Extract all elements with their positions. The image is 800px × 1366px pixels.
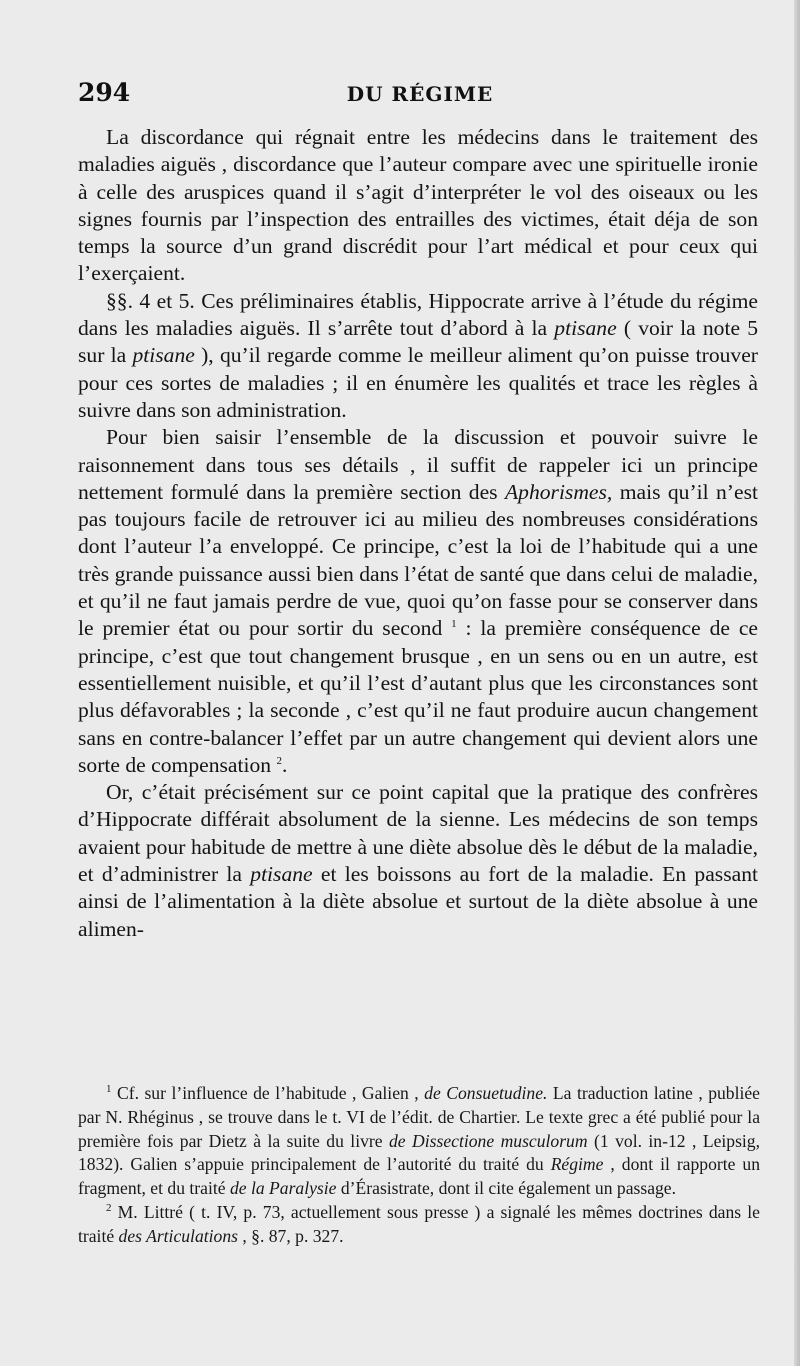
text-span: La traduction latine , publiée par N. Rhéginus , se trouve dans le t. VI de l’édit. de Chartier. Le texte grec a été publié pour la première fois par Dietz à la suite du livre: [78, 1083, 760, 1151]
text-span: Pour bien saisir l’ensemble de la discussion et pouvoir suivre le raisonnement dans tous ses détails , il suffit de rappeler ici un principe nettement formulé dans la première section des: [78, 425, 758, 504]
text-span: ( voir la note 5 sur la: [78, 316, 759, 368]
italic-span: de la Paralysie: [229, 1178, 337, 1199]
paragraph: [78, 288, 758, 424]
italic-span: des Articulations: [118, 1225, 238, 1246]
text-span: ), qu’il regarde comme le meilleur aliment qu’on puisse trouver pour ces sortes de maladies ; il en énumère les qualités et trace les règles à suivre dans son administration.: [78, 343, 758, 422]
text-span: M. Littré ( t. IV, p. 73, actuellement sous presse ) a signalé les mêmes doctrines dans le traité: [78, 1201, 760, 1246]
text-span: Cf. sur l’influence de l’habitude , Galien ,: [111, 1083, 425, 1103]
text-span: et les boissons au fort de la maladie. En passant ainsi de l’alimentation à la diète absolue et surtout de la diète absolue à une alimen-: [78, 862, 758, 941]
italic-span: ptisane: [250, 862, 313, 887]
text-span: Or, c’était précisément sur ce point capital que la pratique des confrères d’Hippocrate différait absolument de la sienne. Les médecins de son temps avaient pour habitude de mettre à une diète absolue dès le début de la maladie, et d’administrer la: [78, 780, 758, 887]
italic-span: Aphorismes,: [504, 479, 613, 504]
text-span: mais qu’il n’est pas toujours facile de retrouver ici au milieu des nombreuses considérations dont l’auteur l’a enveloppé. Ce principe, c’est la loi de l’habitude qui a une très grande puissance aussi bien dans l’état de santé que dans celui de maladie, et qu’il ne faut jamais perdre de vue, quoi qu’on fasse pour se conserver dans le premier état ou pour sortir du second: [78, 479, 758, 641]
italic-span: de Consuetudine.: [424, 1083, 548, 1103]
page-number: 294: [78, 78, 131, 107]
body-text: [78, 124, 758, 943]
text-span: : la première conséquence de ce principe, c’est que tout changement brusque , en un sens ou en un autre, est essentiellement nuisible, et qu’il l’est d’autant plus que les circonstances sont plus défavorables ; la seconde , c’est qu’il ne faut produire aucun changement sans en contre-balancer l’effet par un autre changement qui devient alors une sorte de compensation: [78, 616, 759, 777]
note-reference: 2: [106, 1202, 112, 1215]
note-reference: 2: [276, 754, 282, 767]
text-span: (1 vol. in-12 , Leipsig, 1832). Galien s’appuie principalement de l’autorité du traité du: [78, 1130, 760, 1175]
footnote: [78, 1082, 760, 1201]
text-span: , dont il rapporte un fragment, et du traité: [78, 1154, 761, 1199]
running-head: DU RÉGIME: [346, 82, 494, 106]
text-span: , §. 87, p. 327.: [237, 1225, 344, 1246]
text-span: La discordance qui régnait entre les médecins dans le traitement des maladies aiguës , discordance que l’auteur compare avec une spirituelle ironie à celle des aruspices quand il s’agit d’interpréter le vol des oiseaux ou les signes fournis par l’inspection des entrailles des victimes, était déja de son temps la source d’un grand discrédit pour l’art médical et pour ceux qui l’exerçaient.: [78, 125, 758, 286]
paragraph: [78, 424, 758, 779]
page-edge: [794, 0, 800, 1366]
italic-span: Régime: [550, 1154, 604, 1175]
paragraph: [78, 124, 758, 288]
text-span: §§. 4 et 5. Ces préliminaires établis, Hippocrate arrive à l’étude du régime dans les maladies aiguës. Il s’arrête tout d’abord à la: [78, 288, 758, 341]
footnotes: [78, 1082, 760, 1249]
paragraph: [78, 779, 758, 943]
page-header: [78, 78, 762, 112]
note-reference: 1: [106, 1083, 112, 1096]
text-span: .: [282, 752, 288, 777]
footnote: [78, 1201, 760, 1249]
italic-span: ptisane: [554, 316, 617, 341]
italic-span: ptisane: [132, 343, 195, 368]
note-reference: 1: [451, 618, 457, 631]
text-span: d’Érasistrate, dont il cite également un passage.: [336, 1178, 677, 1199]
italic-span: de Dissectione musculorum: [389, 1130, 588, 1151]
